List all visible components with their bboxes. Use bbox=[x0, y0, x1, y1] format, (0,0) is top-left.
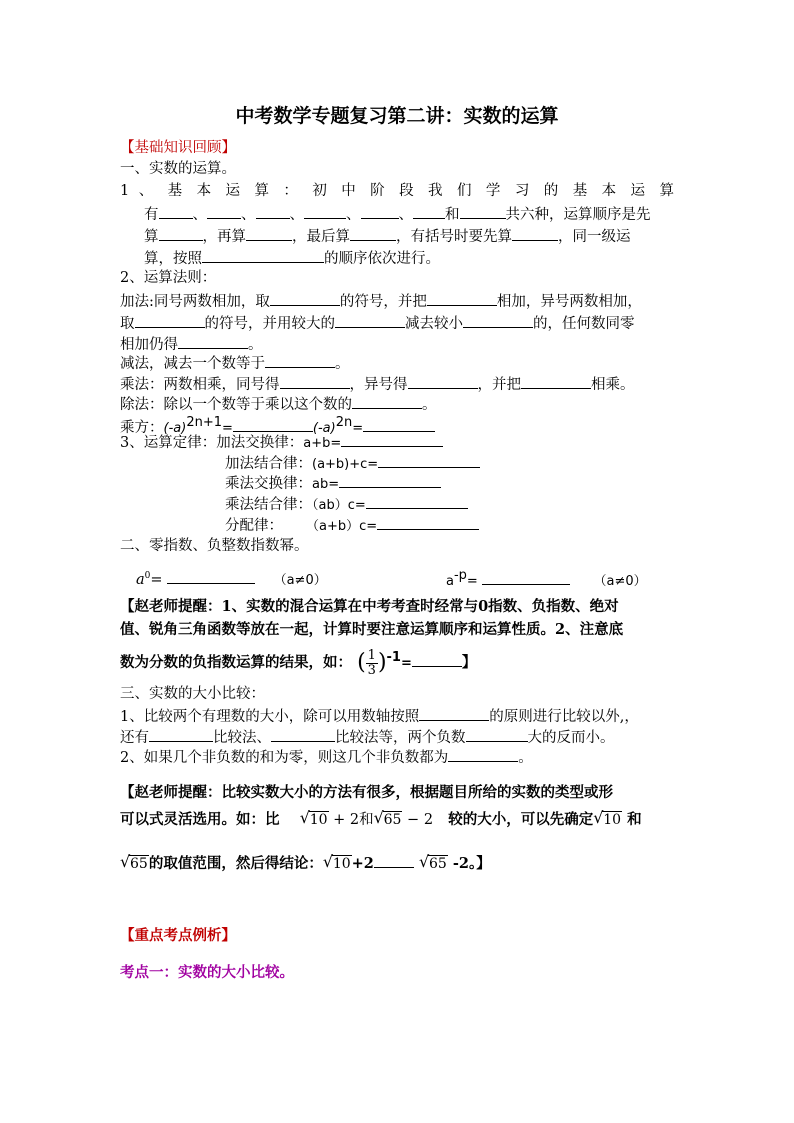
multiplication-line: 乘法：两数相乘，同号得 ，异号得 ，并把 相乘。 bbox=[120, 373, 635, 395]
subtraction-line: 减法，减去一个数等于 。 bbox=[120, 352, 350, 374]
compare-line3: 2、如果几个非负数的和为零，则这几个非负数都为 。 bbox=[120, 746, 533, 768]
item1-line2: 有 、 、 、 、 、 和 共六种，运算顺序是先 bbox=[144, 203, 651, 225]
item2-heading: 2、运算法则： bbox=[120, 270, 217, 286]
tip1-line3: 数为分数的负指数运算的结果，如： ( $\frac{1}{3}$ )-1= 】 bbox=[120, 647, 477, 678]
item1-line1: 1 、 基 本 运 算 ： 初 中 阶 段 我 们 学 习 的 基 本 运 算 bbox=[120, 183, 674, 199]
addition-line3: 相加仍得 。 bbox=[120, 333, 263, 355]
law-add-associative: 加法结合律：(a+b)+c= bbox=[225, 452, 480, 475]
part3-heading: 三、实数的大小比较： bbox=[120, 686, 265, 702]
division-line: 除法：除以一个数等于乘以这个数的 。 bbox=[120, 393, 437, 415]
tip1-line2: 值、锐角三角函数等放在一起，计算时要注意运算顺序和运算性质。2、注意底 bbox=[120, 621, 624, 638]
law-mul-commutative: 乘法交换律：ab= bbox=[225, 472, 441, 495]
sqrt-10: √ 10 bbox=[322, 852, 351, 872]
page-title: 中考数学专题复习第二讲：实数的运算 bbox=[235, 105, 559, 127]
kaodian-one-heading: 考点一：实数的大小比较。 bbox=[120, 964, 294, 981]
sqrt-10: √ 10 bbox=[299, 808, 328, 828]
sqrt-65: √ 65 bbox=[418, 852, 447, 872]
addition-line1: 加法:同号两数相加，取 的符号，并把 相加，异号两数相加， bbox=[120, 290, 642, 312]
power-line: 乘方：(-a)2n+1= (-a)2n= bbox=[120, 413, 435, 439]
sqrt-65: √ 65 bbox=[120, 852, 148, 872]
tip2-line3: √ 65的取值范围，然后得结论： √ 10+2 √ 65 -2。】 bbox=[120, 852, 491, 876]
section-heading-basics: 【基础知识回顾】 bbox=[120, 140, 236, 156]
fraction-one-third: $\frac{1}{3}$ bbox=[367, 647, 376, 678]
compare-line2: 还有 比较法、 比较法等，两个负数 大的反而小。 bbox=[120, 726, 615, 748]
sqrt-65: √ 65 bbox=[373, 808, 402, 828]
law-distributive: 分配律： （a+b）c= bbox=[225, 514, 479, 537]
part2-heading: 二、零指数、负整数指数幂。 bbox=[120, 538, 309, 554]
law-add-commutative: 3、运算定律：加法交换律：a+b= bbox=[120, 431, 443, 454]
item1-line3: 算 ，再算 ，最后算 ，有括号时要先算 ，同一级运 bbox=[144, 225, 631, 247]
negative-exponent-formula: a-p= （a≠0） bbox=[446, 568, 647, 589]
item1-line4: 算，按照 的顺序依次进行。 bbox=[144, 247, 440, 269]
zero-exponent-formula: $a^0=$ （a≠0） bbox=[136, 566, 327, 591]
addition-line2: 取 的符号，并用较大的 减去较小 的，任何数同零 bbox=[120, 312, 635, 334]
law-mul-associative: 乘法结合律：（ab）c= bbox=[225, 493, 468, 516]
tip1-line1: 【赵老师提醒：1、实数的混合运算在中考考查时经常与0指数、负指数、绝对 bbox=[120, 598, 619, 615]
part1-heading: 一、实数的运算。 bbox=[120, 161, 236, 177]
sqrt-10: √ 10 bbox=[593, 808, 622, 828]
tip2-line2: 可以式灵活选用。如：比 √ 10 + 2和 √ 65 − 2 较的大小，可以先确定 √ 10 和 bbox=[120, 806, 642, 834]
compare-line1: 1、比较两个有理数的大小，除可以用数轴按照 的原则进行比较以外,， bbox=[120, 705, 639, 727]
section-heading-key-points: 【重点考点例析】 bbox=[120, 927, 236, 944]
tip2-line1: 【赵老师提醒：比较实数大小的方法有很多，根据题目所给的实数的类型或形 bbox=[120, 784, 613, 801]
